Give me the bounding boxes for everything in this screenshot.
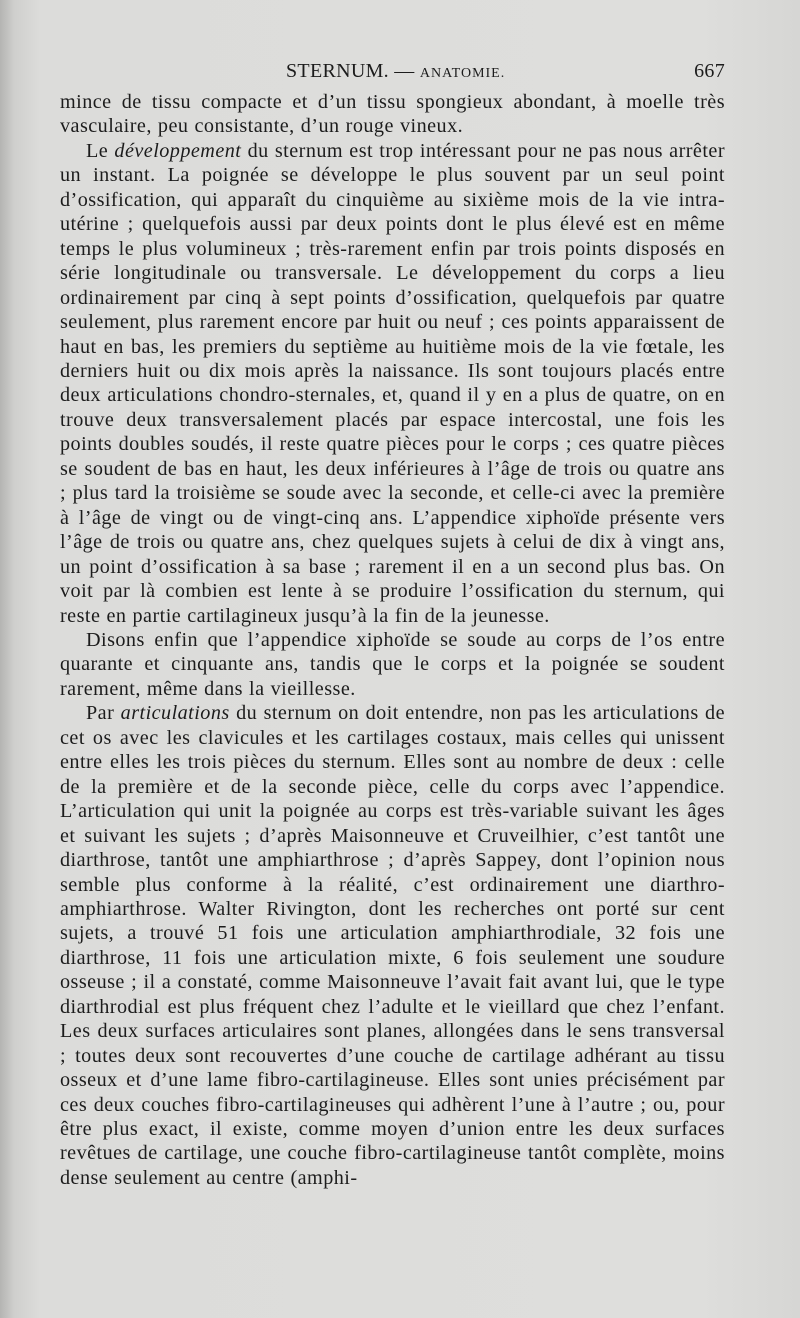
- paragraph-2-italic-term: développement: [114, 139, 242, 162]
- paragraph-4-text-b: du sternum on doit entendre, non pas les articulations de cet os avec les clavicules et les cartilages costaux, mais celles qui unissent entre elles les trois pièces du sternum. Elles sont au nombre de deux : celle de la première et de la seconde pièce, celle du corps avec l’appendice. L’articulation qui unit la poignée au corps est très-variable suivant les âges et suivant les sujets ; d’après Maisonneuve et Cruveilhier, c’est tantôt une diarthrose, tantôt une amphiarthrose ; d’après Sappey, dont l’opinion nous semble plus conforme à la réalité, c’est ordinairement une diarthro-amphiarthrose. Walter Rivington, dont les recherches ont porté sur cent sujets, a trouvé 51 fois une articulation amphiarthrodiale, 32 fois une diarthrose, 11 fois une articulation mixte, 6 fois seulement une soudure osseuse ; il a constaté, comme Maisonneuve l’avait fait avant lui, que le type diarthrodial est plus fréquent chez l’adulte et le vieillard que chez l’enfant. Les deux surfaces articulaires sont planes, allongées dans le sens transversal ; toutes deux sont recouvertes d’une couche de cartilage adhérant au tissu osseux et d’une lame fibro-cartilagineuse. Elles sont unies précisément par ces deux couches fibro-cartilagineuses qui adhèrent l’une à l’autre ; ou, pour être plus exact, il existe, comme moyen d’union entre les deux surfaces revêtues de cartilage, une couche fibro-cartilagineuse tantôt complète, moins dense seulement au centre (amphi-: [60, 702, 725, 1189]
- running-title-section: ANATOMIE.: [419, 66, 506, 81]
- running-header: [60, 60, 725, 88]
- running-title: [286, 60, 505, 83]
- paragraph-1: [60, 90, 725, 139]
- paragraph-3: [60, 628, 725, 701]
- page-number: 667: [694, 60, 725, 82]
- body-text: [60, 90, 725, 1190]
- paragraph-2-text-a: Le: [86, 139, 115, 162]
- paragraph-2: [60, 139, 725, 628]
- paragraph-2-text-b: du sternum est trop intéressant pour ne pas nous arrêter un instant. La poignée se développe le plus souvent par un seul point d’ossification, qui apparaît du cinquième au sixième mois de la vie intra-utérine ; quelquefois aussi par deux points dont le plus élevé est en même temps le plus volumineux ; très-rarement enfin par trois points disposés en série longitudinale ou transversale. Le développement du corps a lieu ordinairement par cinq à sept points d’ossification, quelquefois par quatre seulement, plus rarement encore par huit ou neuf ; ces points apparaissent de haut en bas, les premiers du septième au huitième mois de la vie fœtale, les derniers huit ou dix mois après la naissance. Ils sont toujours placés entre deux articulations chondro-sternales, et, quand il y en a plus de quatre, on en trouve deux transversalement placés par espace intercostal, une fois les points doubles soudés, il reste quatre pièces pour le corps ; ces quatre pièces se soudent de bas en haut, les deux inférieures à l’âge de trois ou quatre ans ; plus tard la troisième se soude avec la seconde, et celle-ci avec la première à l’âge de vingt ou de vingt-cinq ans. L’appendice xiphoïde présente vers l’âge de trois ou quatre ans, chez quelques sujets à celui de dix à vingt ans, un point d’ossification à sa base ; rarement il en a un second plus bas. On voit par là combien est lente à se produire l’ossification du sternum, qui reste en partie cartilagineux jusqu’à la fin de la jeunesse.: [60, 139, 725, 627]
- running-title-main: STERNUM.: [286, 60, 389, 82]
- paragraph-4-italic-term: articulations: [120, 702, 230, 725]
- paragraph-4-text-a: Par: [86, 702, 121, 725]
- paragraph-4: [60, 701, 725, 1190]
- running-title-separator: —: [388, 60, 420, 82]
- paragraph-1-text: mince de tissu compacte et d’un tissu spongieux abondant, à moelle très vasculaire, peu consistante, d’un rouge vineux.: [60, 91, 725, 138]
- paragraph-3-text: Disons enfin que l’appendice xiphoïde se soude au corps de l’os entre quarante et cinquante ans, tandis que le corps et la poignée se soudent rarement, même dans la vieillesse.: [60, 628, 725, 700]
